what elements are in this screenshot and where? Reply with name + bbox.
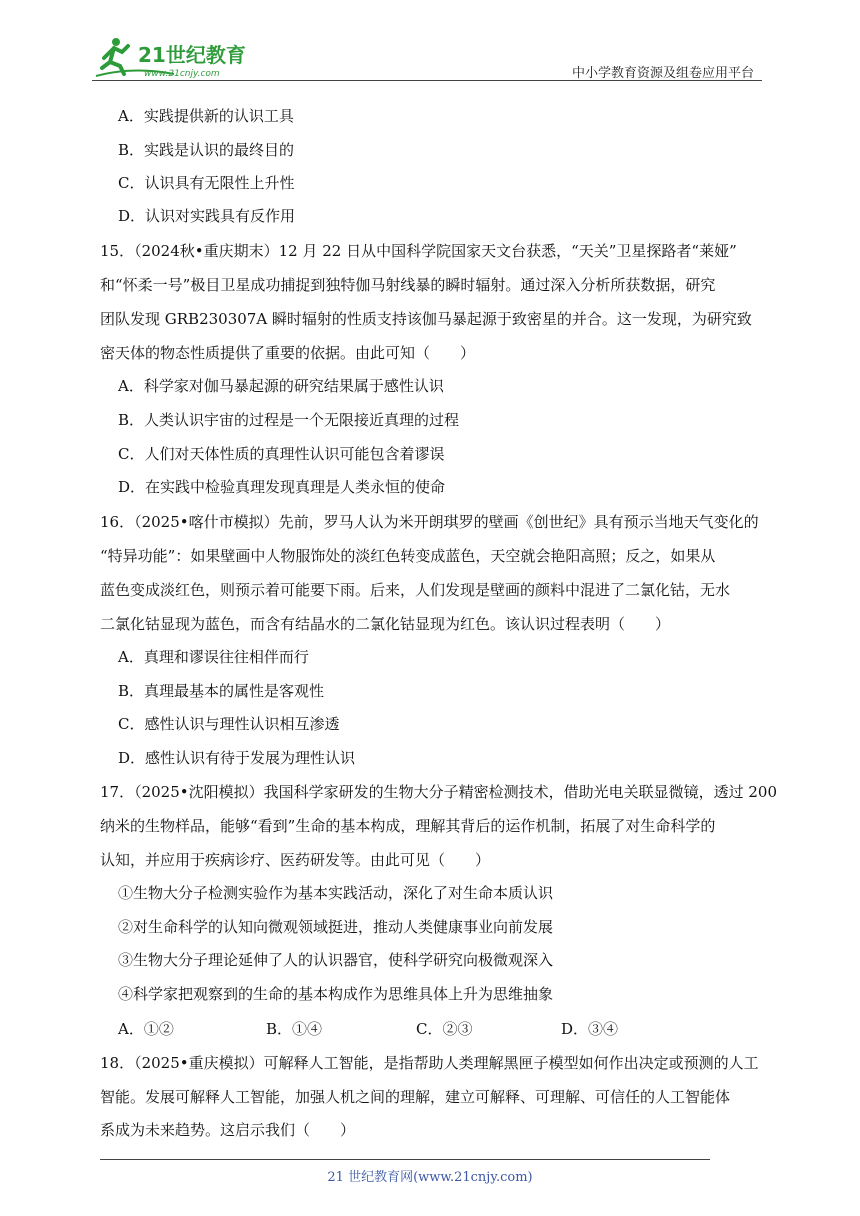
q17-statement-2: ②对生命科学的认知向微观领域挺进，推动人类健康事业向前发展 (118, 918, 554, 936)
q17-stem-line-2: 纳米的生物样品，能够“看到”生命的基本构成，理解其背后的运作机制，拓展了对生命科学的 (100, 817, 716, 835)
q16-option-a: A．真理和谬误往往相伴而行 (118, 648, 309, 666)
q16-stem-line-1: 16．（2025•喀什市模拟）先前，罗马人认为米开朗琪罗的壁画《创世纪》具有预示当地天气变化的 (100, 513, 759, 531)
q15-option-d: D．在实践中检验真理发现真理是人类永恒的使命 (118, 478, 446, 496)
q15-stem-line-2: 和“怀柔一号”极目卫星成功捕捉到独特伽马射线暴的瞬时辐射。通过深入分析所获数据，研究 (100, 276, 716, 294)
q18-stem-line-3: 系成为未来趋势。这启示我们（ ） (100, 1121, 356, 1139)
q17-statement-1: ①生物大分子检测实验作为基本实践活动，深化了对生命本质认识 (118, 884, 554, 902)
q16-option-c: C．感性认识与理性认识相互渗透 (118, 715, 340, 733)
footer-text: 21 世纪教育网(www.21cnjy.com) (327, 1170, 533, 1185)
page-header (92, 30, 762, 80)
q16-stem-line-4: 二氯化钴显现为蓝色，而含有结晶水的二氯化钴显现为红色。该认识过程表明（ ） (100, 615, 671, 633)
q15-option-a: A．科学家对伽马暴起源的研究结果属于感性认识 (118, 377, 444, 395)
q14-option-c: C．认识具有无限性上升性 (118, 174, 295, 192)
q14-option-b: B．实践是认识的最终目的 (118, 141, 295, 159)
q17-choice-c: C．②③ (416, 1020, 473, 1038)
q17-stem-line-1: 17．（2025•沈阳模拟）我国科学家研发的生物大分子精密检测技术，借助光电关联显微镜，透过 200 (100, 783, 778, 801)
q18-stem-line-2: 智能。发展可解释人工智能，加强人机之间的理解，建立可解释、可理解、可信任的人工智能体 (100, 1088, 731, 1106)
q15-stem-line-4: 密天体的物态性质提供了重要的依据。由此可知（ ） (100, 344, 476, 362)
q16-stem-line-3: 蓝色变成淡红色，则预示着可能要下雨。后来，人们发现是壁画的颜料中混进了二氯化钴，无水 (100, 581, 731, 599)
q16-option-b: B．真理最基本的属性是客观性 (118, 682, 325, 700)
q16-option-d: D．感性认识有待于发展为理性认识 (118, 749, 356, 767)
q14-option-d: D．认识对实践具有反作用 (118, 207, 296, 225)
footer-divider (100, 1159, 710, 1160)
platform-name: 中小学教育资源及组卷应用平台 (571, 66, 754, 81)
q15-stem-line-1: 15．（2024秋•重庆期末）12 月 22 日从中国科学院国家天文台获悉，“天关”卫星探路者“莱娅” (100, 242, 737, 260)
header-divider (92, 80, 762, 81)
q15-option-c: C．人们对天体性质的真理性认识可能包含着谬误 (118, 445, 445, 463)
q16-stem-line-2: “特异功能”：如果壁画中人物服饰处的淡红色转变成蓝色，天空就会艳阳高照；反之，如果从 (100, 547, 716, 565)
q15-option-b: B．人类认识宇宙的过程是一个无限接近真理的过程 (118, 411, 460, 429)
q15-stem-line-3: 团队发现 GRB230307A 瞬时辐射的性质支持该伽马暴起源于致密星的并合。这一发现，为研究致 (100, 310, 752, 328)
logo-21cnjy (94, 36, 264, 80)
q17-statement-3: ③生物大分子理论延伸了人的认识器官，使科学研究向极微观深入 (118, 951, 554, 969)
q18-stem-line-1: 18．（2025•重庆模拟）可解释人工智能，是指帮助人类理解黑匣子模型如何作出决定或预测的人工 (100, 1054, 759, 1072)
svg-text:www.21cnjy.com: www.21cnjy.com (144, 69, 220, 79)
q17-statement-4: ④科学家把观察到的生命的基本构成作为思维具体上升为思维抽象 (118, 985, 554, 1003)
q17-choice-b: B．①④ (266, 1020, 323, 1038)
q17-choice-a: A．①② (118, 1020, 174, 1038)
q14-option-a: A．实践提供新的认识工具 (118, 107, 294, 125)
q17-stem-line-3: 认知，并应用于疾病诊疗、医药研发等。由此可见（ ） (100, 851, 491, 869)
q17-choice-d: D．③④ (561, 1020, 619, 1038)
svg-text:21世纪教育: 21世纪教育 (138, 43, 246, 67)
